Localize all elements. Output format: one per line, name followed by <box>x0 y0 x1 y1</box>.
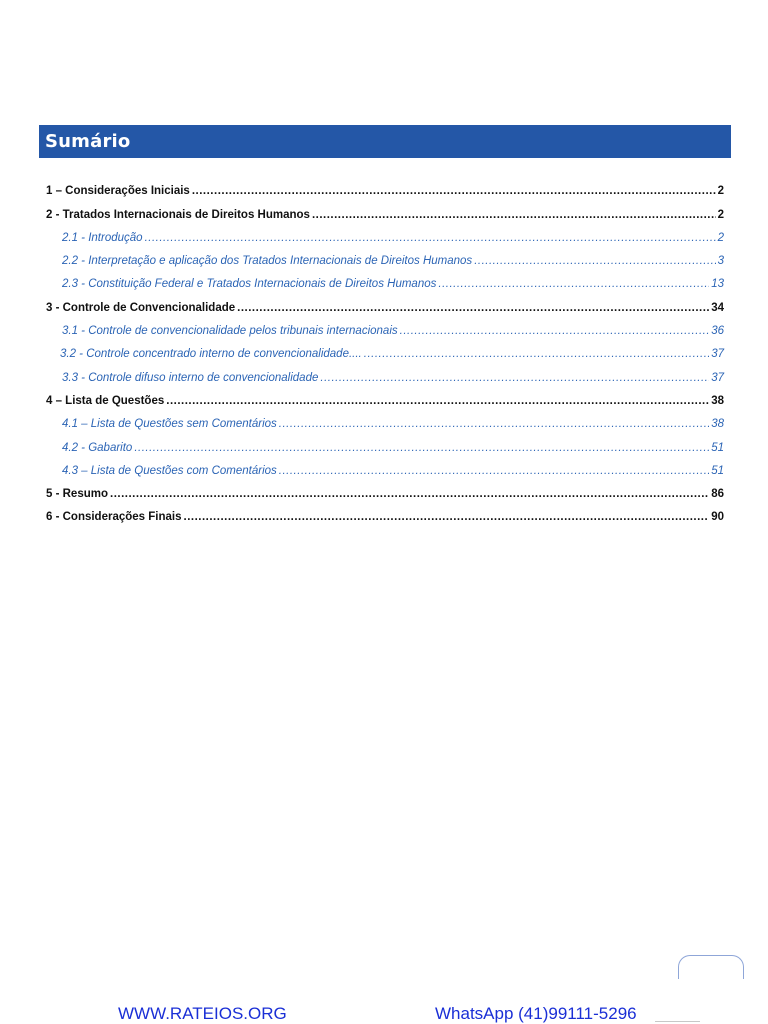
toc-leader-dots <box>364 348 709 361</box>
toc-entry-title: 2.3 - Constituição Federal e Tratados Internacionais de Direitos Humanos <box>62 278 437 291</box>
toc-entry-page: 51 <box>711 464 724 477</box>
toc-entry[interactable] <box>46 291 724 314</box>
toc-subentry[interactable] <box>46 431 724 454</box>
toc-entry-title: 4.2 - Gabarito <box>62 441 133 454</box>
toc-leader-dots <box>279 418 709 431</box>
toc-entry-title: 4.1 – Lista de Questões sem Comentários <box>62 418 277 431</box>
whatsapp-link[interactable]: WhatsApp (41)99111-5296 <box>435 1004 637 1023</box>
toc-leader-dots <box>237 302 709 315</box>
toc-entry-page: 38 <box>711 394 724 407</box>
toc-subentry[interactable] <box>46 338 724 361</box>
toc-subentry[interactable] <box>46 361 724 384</box>
toc-entry-page: 2 <box>717 208 724 221</box>
toc-entry-page: 2 <box>717 185 724 198</box>
toc-entry-title: 1 – Considerações Iniciais <box>46 185 190 198</box>
toc-entry-page: 3 <box>717 255 724 268</box>
toc-leader-dots <box>166 395 709 408</box>
toc-leader-dots <box>145 232 716 245</box>
toc-leader-dots <box>134 442 709 455</box>
toc-entry-title: 2.1 - Introdução <box>62 231 143 244</box>
toc-entry-title: 4 – Lista de Questões <box>46 394 165 407</box>
toc-leader-dots <box>279 465 709 478</box>
toc-entry[interactable] <box>46 175 724 198</box>
toc-entry-title: 2.2 - Interpretação e aplicação dos Tratados Internacionais de Direitos Humanos <box>62 255 473 268</box>
toc-leader-dots <box>474 255 715 268</box>
toc-subentry[interactable] <box>46 268 724 291</box>
toc-entry-title: 3 - Controle de Convencionalidade <box>46 301 236 314</box>
toc-leader-dots <box>110 488 709 501</box>
toc-entry[interactable] <box>46 478 724 501</box>
toc-entry-page: 13 <box>711 278 724 291</box>
toc-entry-page: 2 <box>717 231 724 244</box>
toc-entry-title: 3.1 - Controle de convencionalidade pelos tribunais internacionais <box>62 325 398 338</box>
toc-entry[interactable] <box>46 198 724 221</box>
toc-entry-page: 34 <box>711 301 724 314</box>
page-nav-button[interactable] <box>678 955 744 979</box>
toc-leader-dots <box>438 278 709 291</box>
toc-entry[interactable] <box>46 385 724 408</box>
footer-divider <box>655 1021 700 1022</box>
toc-entry-title: 5 - Resumo <box>46 488 108 501</box>
website-link[interactable]: WWW.RATEIOS.ORG <box>118 1004 287 1023</box>
toc-entry[interactable] <box>46 501 724 524</box>
toc-entry-title: 4.3 – Lista de Questões com Comentários <box>62 464 277 477</box>
toc-entry-title: 6 - Considerações Finais <box>46 511 182 524</box>
toc-leader-dots <box>192 185 716 198</box>
toc-subentry[interactable] <box>46 222 724 245</box>
toc-entry-page: 51 <box>711 441 724 454</box>
toc-subentry[interactable] <box>46 408 724 431</box>
table-of-contents <box>46 175 724 524</box>
toc-entry-page: 37 <box>711 371 724 384</box>
toc-entry-page: 37 <box>711 348 724 361</box>
toc-leader-dots <box>184 511 710 524</box>
toc-entry-title: 3.2 - Controle concentrado interno de convencionalidade.... <box>60 348 362 361</box>
toc-leader-dots <box>320 372 709 385</box>
toc-entry-title: 2 - Tratados Internacionais de Direitos Humanos <box>46 208 310 221</box>
toc-entry-page: 90 <box>711 511 724 524</box>
toc-leader-dots <box>312 209 716 222</box>
toc-entry-title: 3.3 - Controle difuso interno de convencionalidade <box>62 371 319 384</box>
toc-leader-dots <box>400 325 710 338</box>
toc-entry-page: 38 <box>711 418 724 431</box>
toc-subentry[interactable] <box>46 245 724 268</box>
toc-subentry[interactable] <box>46 315 724 338</box>
toc-entry-page: 36 <box>711 325 724 338</box>
summary-title: Sumário <box>45 131 131 152</box>
summary-header <box>39 125 731 158</box>
toc-subentry[interactable] <box>46 455 724 478</box>
toc-entry-page: 86 <box>711 488 724 501</box>
